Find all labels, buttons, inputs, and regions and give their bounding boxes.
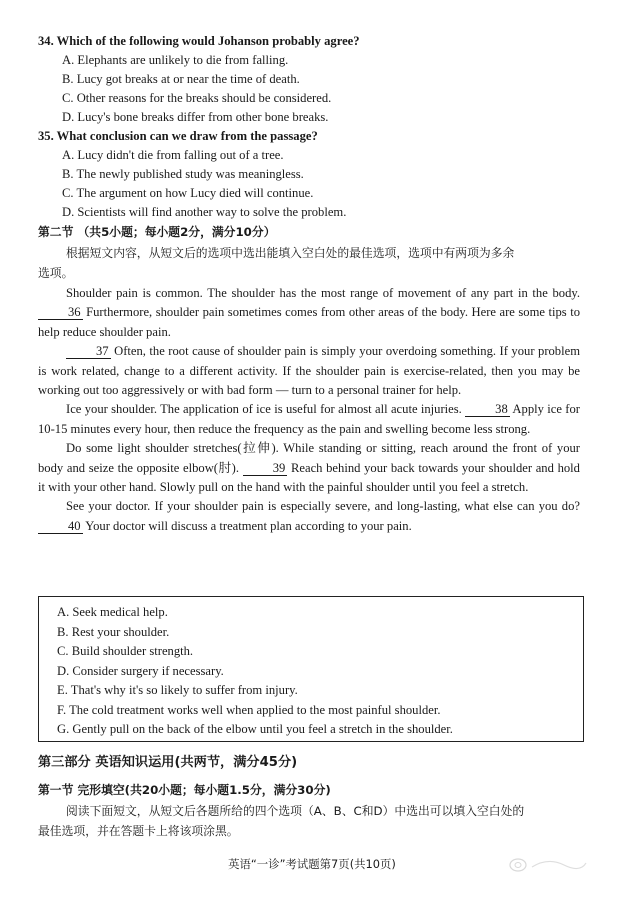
blank-38: 38 [465,402,510,417]
passage-p5-text-b: Your doctor will discuss a treatment plan according to your pain. [85,518,412,533]
passage-paragraph-4 [38,439,580,497]
passage-p3-text-b: Apply ice for 10-15 minutes every hour, then reduce the frequency as the pain and swelling become less strong. [38,402,580,436]
blank-36: 36 [38,305,83,320]
passage-paragraph-5 [38,497,580,536]
question-34-option-a: A. Elephants are unlikely to die from falling. [62,53,289,67]
section-2-heading: 第二节 （共5小题；每小题2分，满分10分） [38,225,276,239]
question-34-option-b: B. Lucy got breaks at or near the time of death. [62,72,300,86]
question-34-stem: 34. Which of the following would Johanson probably agree? [38,34,360,48]
question-35-option-c: C. The argument on how Lucy died will continue. [62,186,314,200]
passage-p2-text: Often, the root cause of shoulder pain is simply your overdoing something. If your problem is work related, change to a different activity. If the shoulder pain is exercise-related, then you may be working out too aggressively or with bad form — turn to a personal trainer for help. [38,344,580,398]
choice-e: E. That's why it's so likely to suffer from injury. [57,683,298,697]
question-35-option-a: A. Lucy didn't die from falling out of a tree. [62,148,284,162]
page-footer: 英语“一诊”考试题第7页(共10页) [228,857,396,871]
watermark-icon [508,853,590,877]
passage [38,284,580,536]
choice-c: C. Build shoulder strength. [57,644,194,658]
choice-d: D. Consider surgery if necessary. [57,663,224,678]
question-34-option-d: D. Lucy's bone breaks differ from other bone breaks. [62,110,329,124]
question-35-option-d: D. Scientists will find another way to solve the problem. [62,205,347,219]
choice-a: A. Seek medical help. [57,605,168,619]
passage-paragraph-1 [38,284,580,342]
passage-p1-text-b: Furthermore, shoulder pain sometimes comes from other areas of the body. Here are some tips to help reduce shoulder pain. [38,305,580,339]
passage-p3-text-a: Ice your shoulder. The application of ice is useful for almost all acute injuries. [66,402,462,417]
choice-b: B. Rest your shoulder. [57,624,170,639]
passage-p5-text-a: See your doctor. If your shoulder pain is especially severe, and long-lasting, what else can you do? [66,499,580,514]
blank-40: 40 [38,519,83,534]
passage-paragraph-3 [38,400,580,439]
choice-f: F. The cold treatment works well when applied to the most painful shoulder. [57,702,441,717]
choices-box [38,596,584,742]
blank-39: 39 [243,461,288,476]
part-3-instruction-line-2: 最佳选项，并在答题卡上将该项涂黑。 [38,824,239,838]
part-3-subheading: 第一节 完形填空(共20小题；每小题1.5分，满分30分) [38,783,331,797]
question-35-stem: 35. What conclusion can we draw from the passage? [38,129,318,143]
passage-paragraph-2 [38,342,580,400]
passage-p1-text-a: Shoulder pain is common. The shoulder has the most range of movement of any part in the body. [66,286,580,300]
choice-g: G. Gently pull on the back of the elbow until you feel a stretch in the shoulder. [57,722,453,736]
blank-37: 37 [66,344,111,359]
passage-p4-text-b: Reach behind your back towards your shoulder and hold it with your other hand. Slowly pull on the hand with the painful shoulder until you feel a stretch. [38,460,580,495]
question-35-option-b: B. The newly published study was meaningless. [62,167,304,181]
section-2-instruction-line-1: 根据短文内容，从短文后的选项中选出能填入空白处的最佳选项，选项中有两项为多余 [66,246,515,260]
part-3-instruction-line-1: 阅读下面短文，从短文后各题所给的四个选项（A、B、C和D）中选出可以填入空白处的 [66,804,525,818]
section-2-instruction-line-2: 选项。 [38,266,74,280]
passage-p4-text-a: Do some light shoulder stretches(拉伸). While standing or sitting, reach around the front of your body and seize the opposite elbow(肘). [38,441,580,475]
question-34-option-c: C. Other reasons for the breaks should be considered. [62,91,332,105]
part-3-heading: 第三部分 英语知识运用(共两节，满分45分) [38,755,298,770]
